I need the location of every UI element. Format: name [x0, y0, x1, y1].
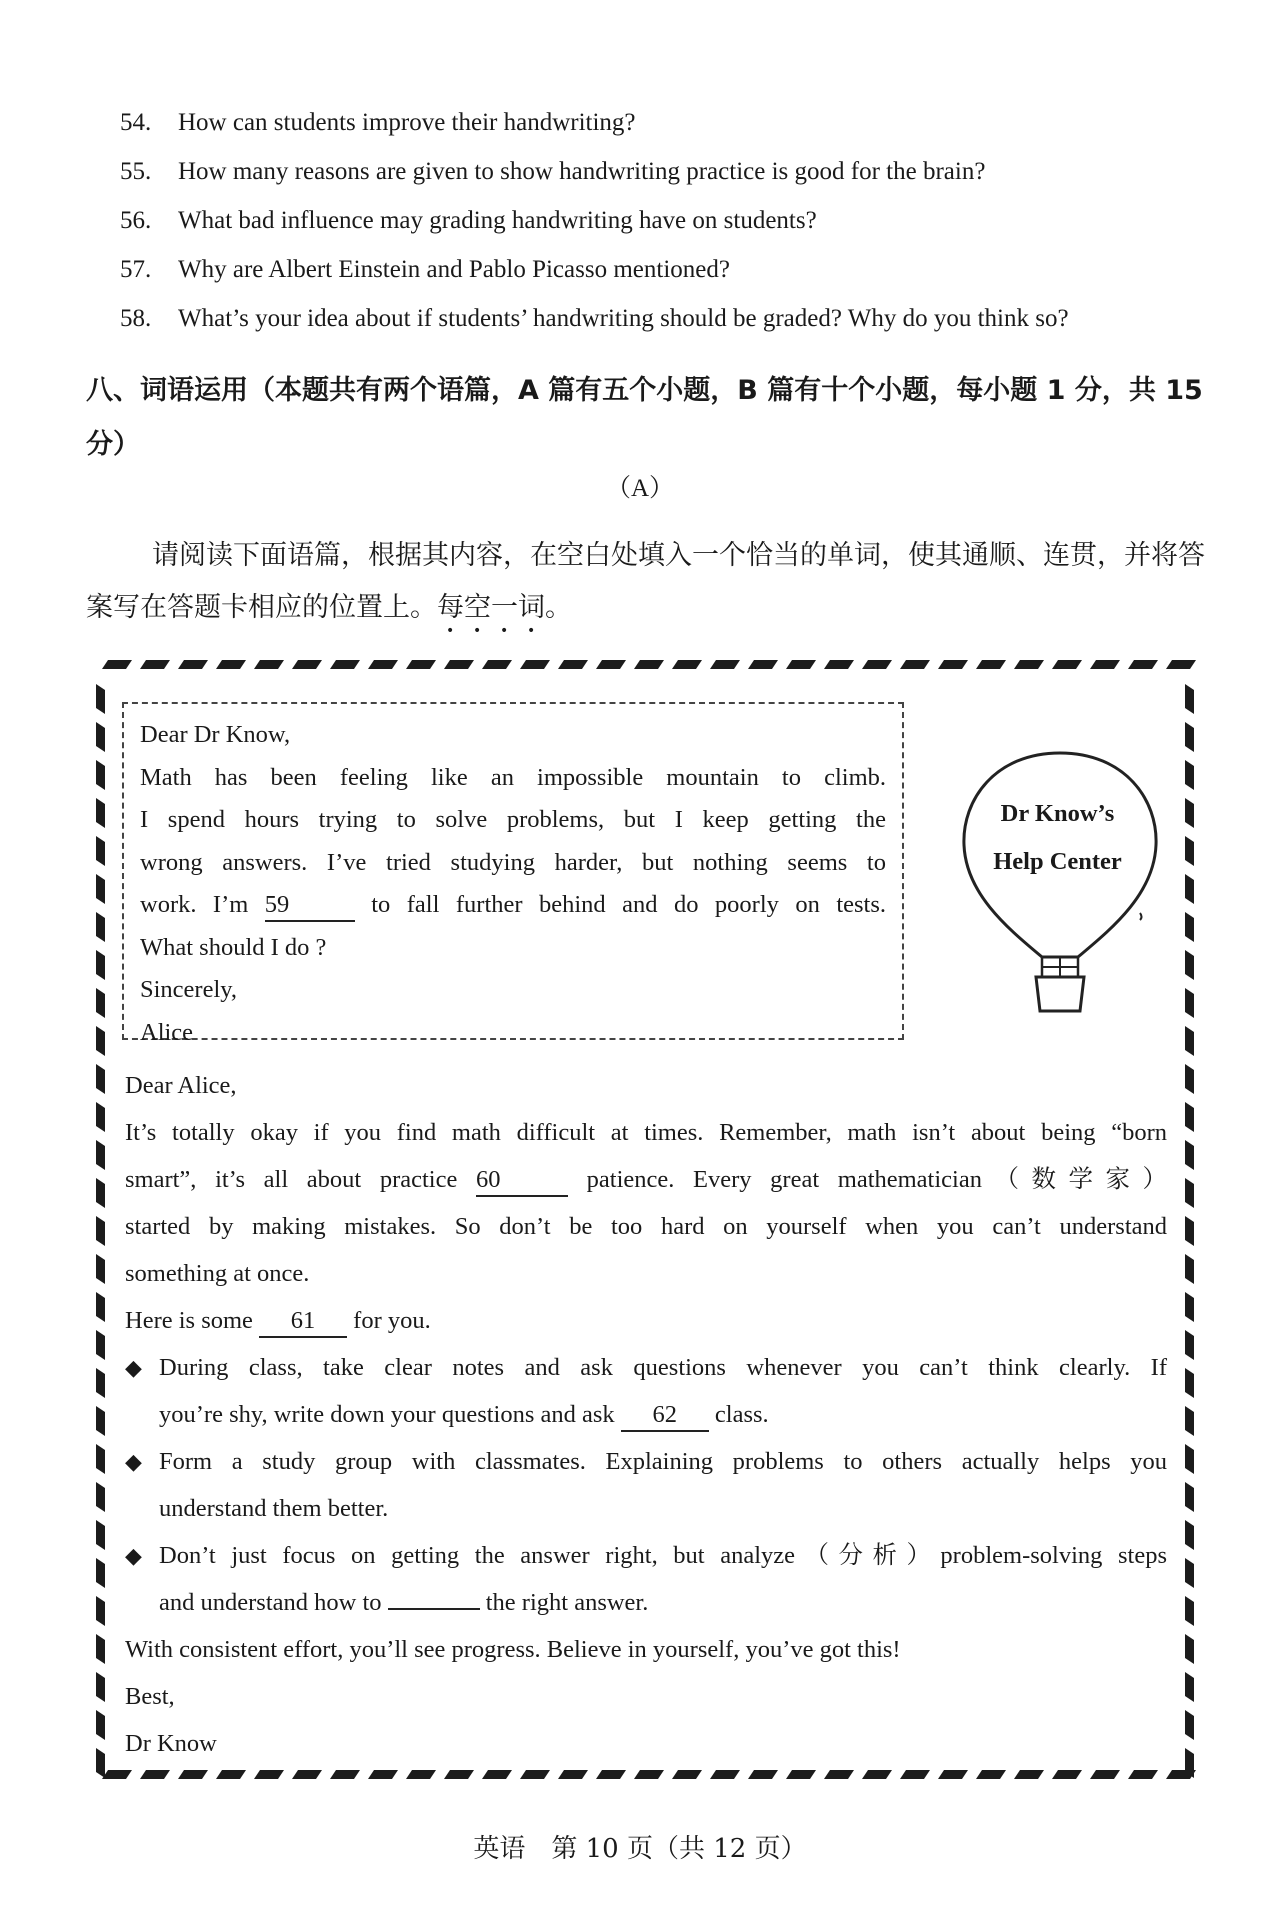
border-stripe [1185, 1292, 1194, 1322]
border-stripe [96, 950, 105, 980]
border-stripe [96, 1444, 105, 1474]
reply-signature: Dr Know [125, 1730, 217, 1757]
diamond-bullet-icon: ◆ [125, 1355, 142, 1380]
reply-greeting: Dear Alice, [125, 1072, 237, 1099]
border-stripe [1185, 1216, 1194, 1246]
border-stripe [1185, 1558, 1194, 1588]
part-label: （A） [605, 475, 675, 502]
border-stripe [786, 660, 816, 669]
border-stripe [96, 1026, 105, 1056]
border-stripe [520, 660, 550, 669]
border-stripe [862, 1770, 892, 1779]
border-stripe [1185, 836, 1194, 866]
letter-line: I spend hours trying to solve problems, but I keep getting the [140, 806, 886, 833]
border-stripe [1052, 1770, 1082, 1779]
blank-62[interactable]: 62 [621, 1400, 709, 1432]
letter-from-alice [122, 702, 904, 1046]
border-stripe [1185, 1254, 1194, 1284]
border-stripe [1014, 1770, 1044, 1779]
border-stripe [368, 1770, 398, 1779]
border-stripe [1185, 1482, 1194, 1512]
border-stripe [1185, 684, 1194, 714]
diamond-bullet-icon: ◆ [125, 1543, 142, 1568]
border-stripe [1185, 1406, 1194, 1436]
border-stripe [444, 660, 474, 669]
border-stripe [1185, 798, 1194, 828]
border-stripe [672, 660, 702, 669]
border-stripe [520, 1770, 550, 1779]
border-stripe [96, 1482, 105, 1512]
diamond-bullet-icon: ◆ [125, 1449, 142, 1474]
border-stripe [1185, 950, 1194, 980]
border-stripe [558, 1770, 588, 1779]
reply-line: something at once. [125, 1260, 310, 1287]
question-55: 55. How many reasons are given to show handwriting practice is good for the brain? [120, 158, 986, 185]
border-stripe [96, 912, 105, 942]
reply-line: It’s totally okay if you find math difficult at times. Remember, math isn’t about being “born [125, 1119, 1167, 1146]
border-stripe [96, 1292, 105, 1322]
border-stripe [1185, 874, 1194, 904]
reply-closing: Best, [125, 1683, 175, 1710]
letter-closing: Sincerely, [140, 976, 238, 1003]
border-stripe [900, 1770, 930, 1779]
border-stripe [1185, 1330, 1194, 1360]
border-stripe [1090, 660, 1120, 669]
border-stripe [558, 660, 588, 669]
blank-60[interactable]: 60 [476, 1165, 568, 1197]
question-56: 56. What bad influence may grading handwriting have on students? [120, 207, 817, 234]
border-stripe [1128, 1770, 1158, 1779]
border-stripe [140, 660, 170, 669]
reply-line: Here is some 61 for you. [125, 1297, 1167, 1344]
border-stripe [96, 1634, 105, 1664]
border-stripe [482, 1770, 512, 1779]
border-stripe [96, 1178, 105, 1208]
border-stripe [748, 660, 778, 669]
letter-line: wrong answers. I’ve tried studying harder, but nothing seems to [140, 848, 886, 876]
emphasis-text: 每空一词 [437, 592, 545, 623]
blank-59[interactable]: 59 [265, 890, 355, 922]
border-stripe [96, 684, 105, 714]
border-stripe [1185, 1634, 1194, 1664]
letter-line: What should I do ? [140, 933, 327, 961]
border-stripe [96, 874, 105, 904]
blank-61[interactable]: 61 [259, 1306, 347, 1338]
border-stripe [254, 660, 284, 669]
border-stripe [634, 660, 664, 669]
border-stripe [96, 760, 105, 790]
border-stripe [1185, 1672, 1194, 1702]
border-stripe [96, 1254, 105, 1284]
border-stripe [96, 1406, 105, 1436]
border-stripe [96, 1558, 105, 1588]
border-stripe [444, 1770, 474, 1779]
border-stripe [1185, 760, 1194, 790]
border-stripe [330, 660, 360, 669]
border-stripe [1185, 1520, 1194, 1550]
border-stripe [96, 1102, 105, 1132]
border-stripe [96, 836, 105, 866]
border-stripe [178, 1770, 208, 1779]
tip-item: ◆ Form a study group with classmates. Explaining problems to others actually helps you understand them better. [125, 1438, 1167, 1532]
border-stripe [672, 1770, 702, 1779]
border-stripe [710, 660, 740, 669]
tip-item: ◆ Don’t just focus on getting the answer right, but analyze（分析）problem-solving steps and understand how to the right answer. [125, 1532, 1167, 1626]
border-stripe [102, 1770, 132, 1779]
border-stripe [96, 1520, 105, 1550]
border-stripe [1185, 722, 1194, 752]
border-stripe [96, 798, 105, 828]
border-stripe [1166, 660, 1196, 669]
border-stripe [96, 988, 105, 1018]
letter-greeting: Dear Dr Know, [140, 721, 291, 748]
border-stripe [254, 1770, 284, 1779]
border-stripe [1090, 1770, 1120, 1779]
instruction-text: 请阅读下面语篇，根据其内容，在空白处填入一个恰当的单词，使其通顺、连贯，并将答案写在答题卡相应的位置上。每空一词。 [86, 540, 1205, 623]
border-stripe [1185, 1596, 1194, 1626]
border-stripe [216, 660, 246, 669]
question-54: 54. How can students improve their handwriting? [120, 109, 636, 136]
border-stripe [1185, 912, 1194, 942]
border-stripe [1052, 660, 1082, 669]
border-stripe [96, 1368, 105, 1398]
question-list [120, 98, 1200, 343]
border-stripe [1185, 1368, 1194, 1398]
border-stripe [96, 1140, 105, 1170]
letter-signature: Alice [140, 1018, 194, 1046]
border-stripe [1185, 1710, 1194, 1740]
border-stripe [824, 1770, 854, 1779]
border-stripe [406, 1770, 436, 1779]
border-stripe [96, 1672, 105, 1702]
border-stripe [96, 1596, 105, 1626]
tip-item: ◆ During class, take clear notes and ask questions whenever you can’t think clearly. If you’re shy, write down your questions and ask 62 class. [125, 1344, 1167, 1438]
question-57: 57. Why are Albert Einstein and Pablo Picasso mentioned? [120, 256, 730, 283]
border-stripe [102, 660, 132, 669]
border-stripe [292, 1770, 322, 1779]
blank-63[interactable] [388, 1608, 480, 1610]
border-stripe [96, 1748, 105, 1778]
border-stripe [1185, 1064, 1194, 1094]
border-stripe [292, 660, 322, 669]
border-stripe [1185, 1178, 1194, 1208]
border-stripe [1185, 1102, 1194, 1132]
border-stripe [96, 1064, 105, 1094]
border-stripe [406, 660, 436, 669]
question-58: 58. What’s your idea about if students’ handwriting should be graded? Why do you think so? [120, 305, 1069, 332]
reply-line: With consistent effort, you’ll see progress. Believe in yourself, you’ve got this! [125, 1636, 901, 1663]
reply-letter [125, 1062, 1167, 1767]
border-stripe [368, 660, 398, 669]
border-stripe [1128, 660, 1158, 669]
border-stripe [862, 660, 892, 669]
border-stripe [482, 660, 512, 669]
border-stripe [1185, 1140, 1194, 1170]
border-stripe [634, 1770, 664, 1779]
border-stripe [938, 660, 968, 669]
border-stripe [824, 660, 854, 669]
border-stripe [710, 1770, 740, 1779]
page-footer: 英语 第 10 页（共 12 页） [473, 1834, 807, 1864]
reply-line: smart”, it’s all about practice 60 patience. Every great mathematician（数学家） [125, 1156, 1167, 1203]
border-stripe [938, 1770, 968, 1779]
border-stripe [96, 1330, 105, 1360]
border-stripe [1014, 660, 1044, 669]
letter-line: work. I’m 59 to fall further behind and do poorly on tests. [140, 884, 886, 927]
border-stripe [330, 1770, 360, 1779]
border-stripe [140, 1770, 170, 1779]
border-stripe [1185, 988, 1194, 1018]
border-stripe [596, 660, 626, 669]
border-stripe [96, 722, 105, 752]
border-stripe [216, 1770, 246, 1779]
reply-line: started by making mistakes. So don’t be too hard on yourself when you can’t understand [125, 1213, 1167, 1240]
border-stripe [900, 660, 930, 669]
border-stripe [976, 660, 1006, 669]
border-stripe [748, 1770, 778, 1779]
border-stripe [178, 660, 208, 669]
border-stripe [96, 1216, 105, 1246]
border-stripe [1185, 1026, 1194, 1056]
letter-line: Math has been feeling like an impossible mountain to climb. [140, 763, 886, 791]
border-stripe [1185, 1444, 1194, 1474]
section-title: 八、词语运用（本题共有两个语篇，A 篇有五个小题，B 篇有十个小题，每小题 1 分，共 15 分） [86, 375, 1203, 460]
balloon-title: Dr Know’s [1000, 800, 1115, 827]
border-stripe [786, 1770, 816, 1779]
border-stripe [596, 1770, 626, 1779]
border-stripe [976, 1770, 1006, 1779]
balloon-subtitle: Help Center [993, 848, 1122, 875]
border-stripe [96, 1710, 105, 1740]
